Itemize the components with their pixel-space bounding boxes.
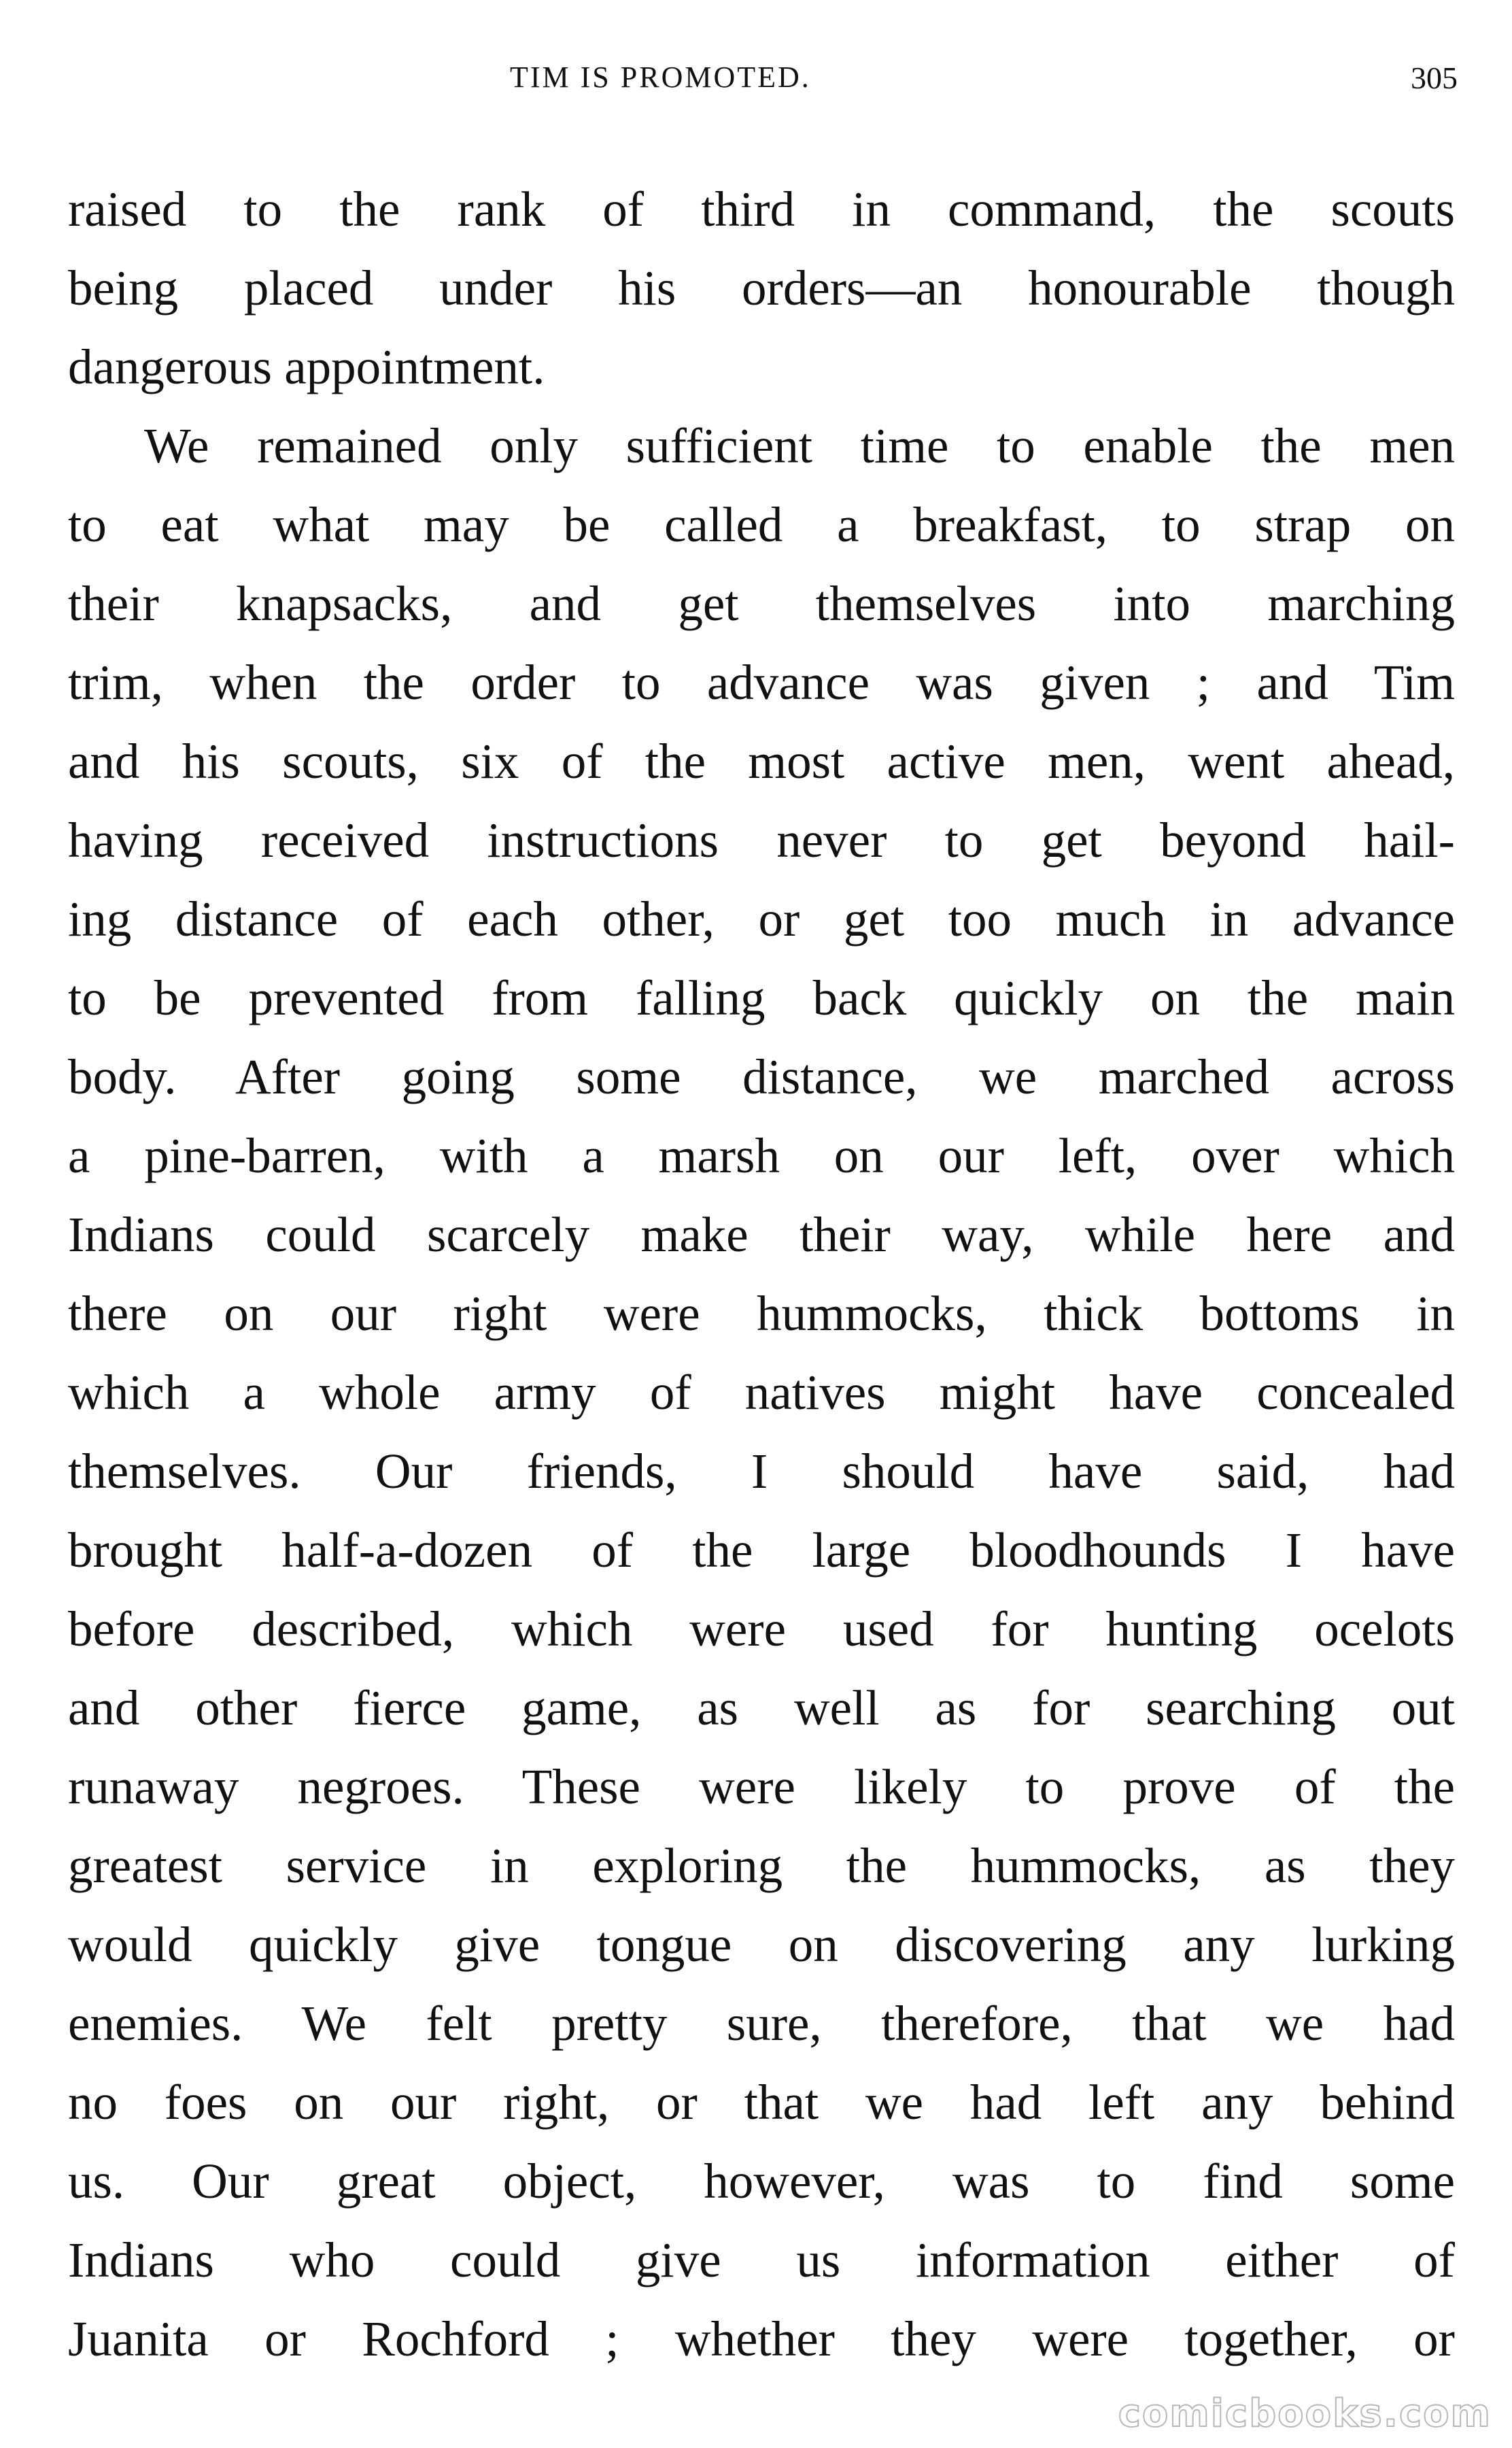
text-line: We remained only sufficient time to enable the men [144, 418, 1455, 473]
text-line: which a whole army of natives might have concealed [68, 1365, 1455, 1420]
text-line: a pine-barren, with a marsh on our left, over which [68, 1128, 1455, 1183]
text-line: body. After going some distance, we marched across [68, 1049, 1455, 1104]
text-line: there on our right were hummocks, thick bottoms in [68, 1286, 1455, 1341]
text-line: and other fierce game, as well as for searching out [68, 1680, 1455, 1735]
text-line: themselves. Our friends, I should have said, had [68, 1444, 1455, 1499]
text-line: before described, which were used for hunting ocelots [68, 1601, 1455, 1656]
text-line: being placed under his orders—an honourable though [68, 260, 1455, 316]
text-line: raised to the rank of third in command, the scouts [68, 182, 1455, 237]
text-line: having received instructions never to get beyond hail- [68, 813, 1455, 868]
text-line: to eat what may be called a breakfast, to strap on [68, 497, 1455, 552]
text-line: to be prevented from falling back quickly on the main [68, 970, 1455, 1025]
running-title: TIM IS PROMOTED. [510, 61, 811, 94]
text-line: Juanita or Rochford ; whether they were together, or [68, 2311, 1455, 2366]
text-line: enemies. We felt pretty sure, therefore, that we had [68, 1996, 1455, 2051]
text-line: greatest service in exploring the hummocks, as they [68, 1838, 1455, 1893]
text-line: us. Our great object, however, was to find some [68, 2154, 1455, 2209]
text-line: Indians who could give us information either of [68, 2232, 1455, 2288]
text-line: ing distance of each other, or get too much in advance [68, 891, 1455, 947]
text-line: dangerous appointment. [68, 339, 545, 394]
text-line: brought half-a-dozen of the large bloodhounds I have [68, 1523, 1455, 1578]
text-line: would quickly give tongue on discovering any lurking [68, 1917, 1455, 1972]
watermark: comicbooks.com [1118, 2392, 1492, 2436]
text-line: trim, when the order to advance was given ; and Tim [68, 655, 1455, 710]
text-line: Indians could scarcely make their way, while here and [68, 1207, 1455, 1262]
text-line: their knapsacks, and get themselves into marching [68, 576, 1455, 631]
body-text [68, 170, 1455, 2379]
text-line: runaway negroes. These were likely to prove of the [68, 1759, 1455, 1814]
running-header [0, 60, 1512, 107]
text-line: no foes on our right, or that we had left any behind [68, 2075, 1455, 2130]
text-line: and his scouts, six of the most active men, went ahead, [68, 734, 1455, 789]
page-number: 305 [1411, 61, 1458, 95]
